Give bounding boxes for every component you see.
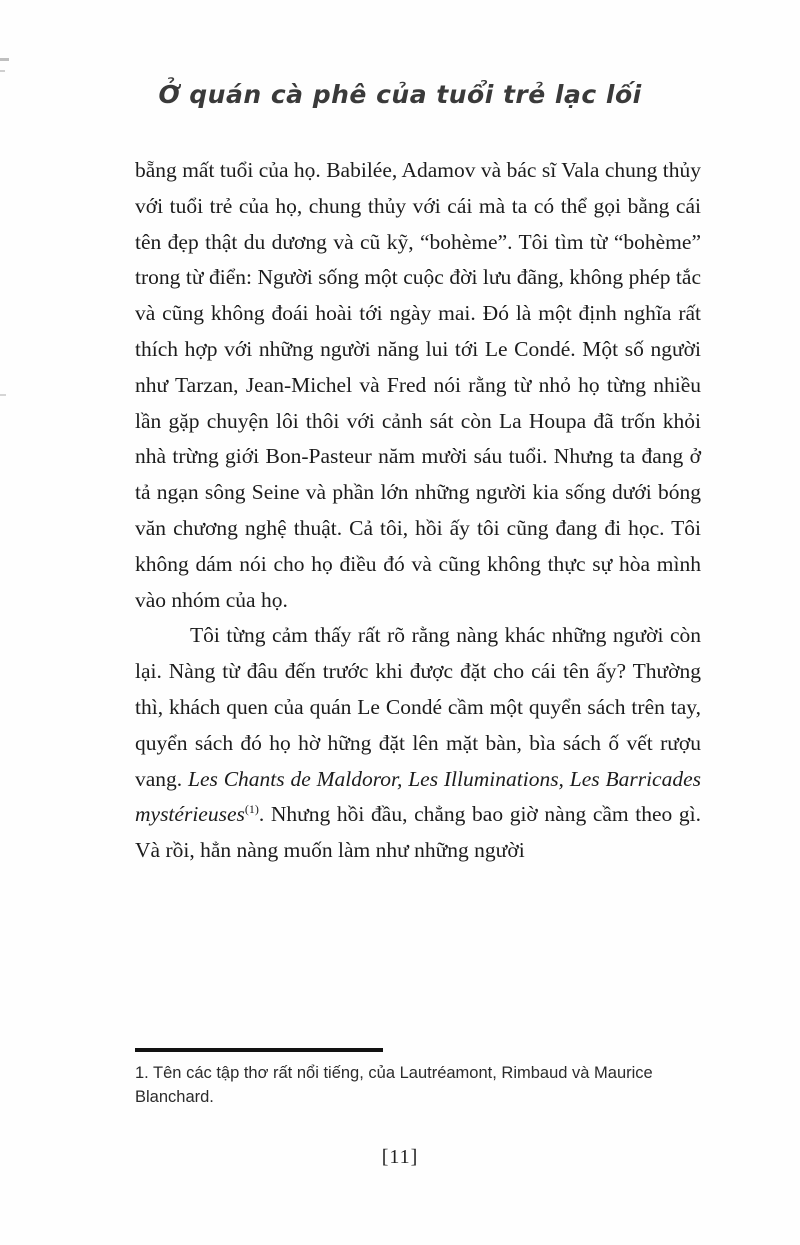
paragraph-1: bẵng mất tuổi của họ. Babilée, Adamov và bác sĩ Vala chung thủy với tuổi trẻ của họ, chung thủy với cái mà ta có thể gọi bằng cái tên đẹp thật du dương và cũ kỹ, “bohème”. Tôi tìm từ “bohème” trong từ điển: Người sống một cuộc đời lưu đãng, không phép tắc và cũng không đoái hoài tới ngày mai. Đó là một định nghĩa rất thích hợp với những người năng lui tới Le Condé. Một số người như Tarzan, Jean-Michel và Fred nói rằng từ nhỏ họ từng nhiều lần gặp chuyện lôi thôi với cảnh sát còn La Houpa đã trốn khỏi nhà trừng giới Bon-Pasteur năm mười sáu tuổi. Nhưng ta đang ở tả ngạn sông Seine và phần lớn những người kia sống dưới bóng văn chương nghệ thuật. Cả tôi, hồi ấy tôi cũng đang đi học. Tôi không dám nói cho họ điều đó và cũng không thực sự hòa mình vào nhóm của họ.	[135, 158, 701, 612]
scan-artifact	[0, 58, 9, 61]
page-number: [11]	[381, 1146, 419, 1168]
text-run: Tôi từng cảm thấy rất rõ rằng nàng khác những người còn lại. Nàng từ đâu đến trước khi được đặt cho cái tên ấy? Thường thì, khách quen của quán Le Condé cầm một quyển sách trên tay, quyển sách đó họ hờ hững đặt lên mặt bàn, bìa sách ố vết rượu vang.	[135, 623, 701, 791]
text-run: . Nhưng hồi đầu, chẳng bao giờ nàng cầm theo gì. Và rồi, hẳn nàng muốn làm như những người	[135, 802, 701, 863]
footnote-text: 1. Tên các tập thơ rất nổi tiếng, của Lautréamont, Rimbaud và Maurice Blanchard.	[135, 1064, 653, 1106]
scan-artifact	[0, 70, 5, 72]
footnote-divider-rule	[135, 1048, 383, 1052]
chapter-title: Ở quán cà phê của tuổi trẻ lạc lối	[158, 80, 642, 109]
body-text-block	[135, 153, 701, 869]
footnote-reference-superscript: (1)	[244, 802, 259, 817]
book-titles-italic-run: Les Chants de Maldoror, Les Illuminations, Les Barricades mystérieuses	[135, 766, 701, 827]
scan-artifact	[0, 394, 6, 396]
paragraph-2	[135, 618, 701, 869]
